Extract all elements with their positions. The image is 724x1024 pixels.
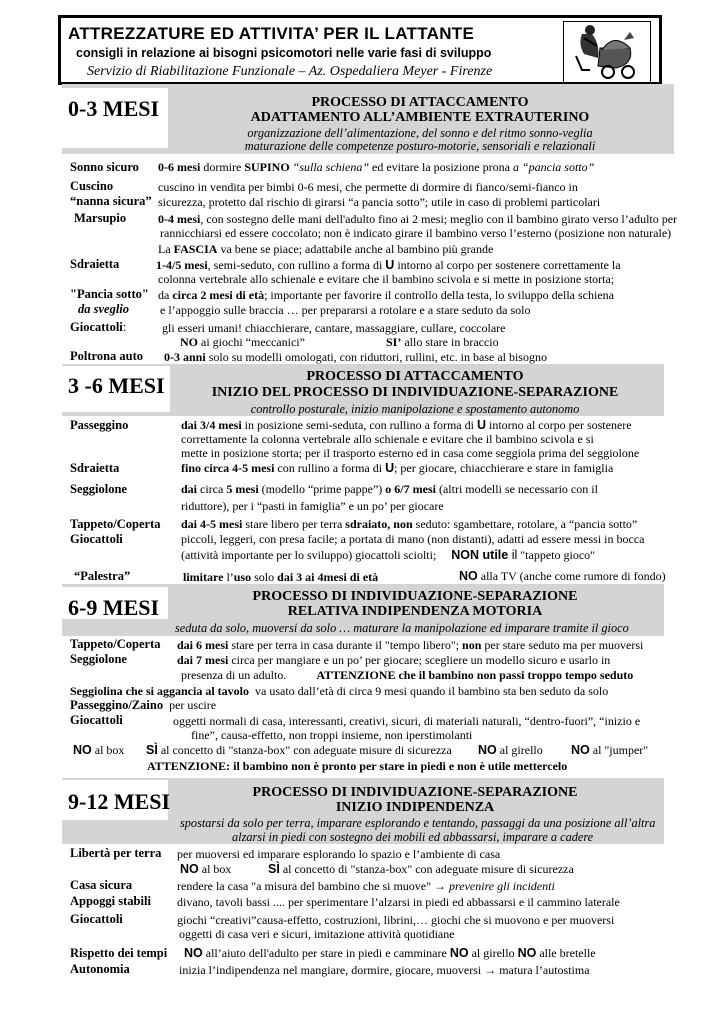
item-text: dai 3/4 mesi in posizione semi-seduta, con rullino a forma di U intorno al corpo per sostenere xyxy=(181,418,632,432)
item-label: Cuscino xyxy=(70,179,114,193)
item-text: SÌ al concetto di "stanza-box" con adeguate misure di sicurezza xyxy=(268,862,574,876)
item-text: riduttore), per i “pasti in famiglia” e un po’ per giocare xyxy=(181,499,444,513)
item-text: oggetti di casa veri e sicuri, imitazione attività quotidiane xyxy=(179,927,455,941)
item-text: gli esseri umani! chiacchierare, cantare, massaggiare, cullare, coccolare xyxy=(162,321,506,335)
item-label: Casa sicura xyxy=(70,878,133,892)
arrow-icon: → xyxy=(434,879,447,893)
item-text: Passeggino/Zaino per uscire xyxy=(70,698,217,712)
item-text: Seggiolina che si aggancia al tavolo va usato dall’età di circa 9 mesi quando il bambino sta ben seduto da solo xyxy=(70,684,609,698)
item-label: Appoggi stabili xyxy=(70,894,151,908)
age-heading-3-6: 3 -6 MESI xyxy=(68,373,165,398)
item-label: Seggiolone xyxy=(70,482,127,496)
item-text: NO al box xyxy=(73,743,125,757)
process-title: PROCESSO DI INDIVIDUAZIONE-SEPARAZIONE xyxy=(252,785,578,800)
service-name: Servizio di Riabilitazione Funzionale – Az. Ospedaliera Meyer - Firenze xyxy=(87,64,493,79)
item-text: NO alla TV (anche come rumore di fondo) xyxy=(459,569,666,583)
item-label: Tappeto/Coperta xyxy=(70,637,161,651)
item-label: Sdraietta xyxy=(70,461,120,475)
item-text: SI’ allo stare in braccio xyxy=(386,335,499,349)
item-text: 0-6 mesi dormire SUPINO “sulla schiena” ed evitare la posizione prona a “pancia sotto” xyxy=(158,160,595,174)
item-text: correttamente la colonna vertebrale allo schienale e evitare che il bambino scivola e si xyxy=(181,432,594,446)
item-text: giochi “creativi”causa-effetto, costruzioni, librini,… giochi che si muovono e per muoversi xyxy=(177,913,615,927)
process-description: spostarsi da solo per terra, imparare esplorando e tentando, passaggi da una posizione all’altra xyxy=(180,816,656,830)
item-label: Autonomia xyxy=(70,962,130,976)
age-heading-6-9: 6-9 MESI xyxy=(68,595,160,620)
item-text: 1-4/5 mesi, semi-seduto, con rullino a forma di U intorno al corpo per sostenere correttamente la xyxy=(156,258,621,272)
document-subtitle: consigli in relazione ai bisogni psicomotori nelle varie fasi di sviluppo xyxy=(76,46,492,60)
process-title: ADATTAMENTO ALL’AMBIENTE EXTRAUTERINO xyxy=(250,110,590,125)
item-text: dai 6 mesi stare per terra in casa durante il "tempo libero"; non per stare seduto ma per muoversi xyxy=(177,638,644,652)
item-text: dai circa 5 mesi (modello “prime pappe”) o 6/7 mesi (altri modelli se necessario con il xyxy=(181,482,598,496)
item-text: presenza di un adulto. ATTENZIONE che il bambino non passi troppo tempo seduto xyxy=(181,668,634,682)
item-text: (attività importante per lo sviluppo) giocattoli sciolti; NON utile il "tappeto gioco" xyxy=(181,548,596,562)
item-text: fine”, causa-effetto, non troppi insieme, non iperstimolanti xyxy=(191,728,473,742)
arrow-icon: → xyxy=(484,963,497,977)
item-text: rendere la casa "a misura del bambino che si muove" → prevenire gli incidenti xyxy=(177,879,555,893)
age-heading-0-3: 0-3 MESI xyxy=(68,96,160,121)
item-text: fino circa 4-5 mesi con rullino a forma di U; per giocare, chiacchierare e stare in famiglia xyxy=(181,461,614,475)
item-label: Seggiolone xyxy=(70,652,127,666)
process-title: PROCESSO DI INDIVIDUAZIONE-SEPARAZIONE xyxy=(252,589,578,604)
process-title: PROCESSO DI ATTACCAMENTO xyxy=(311,95,529,110)
process-description: alzarsi in piedi con sostegno dei mobili ed abbassarsi, imparare a cadere xyxy=(232,830,594,844)
baby-carriage-icon xyxy=(564,22,650,82)
item-label: Poltrona auto xyxy=(70,349,144,363)
item-text: ATTENZIONE: il bambino non è pronto per stare in piedi e non è utile mettercelo xyxy=(147,759,568,773)
item-label: Giocattoli: xyxy=(70,320,127,334)
item-label: Sonno sicuro xyxy=(70,160,139,174)
item-label: “nanna sicura” xyxy=(70,194,152,208)
item-text: piccoli, leggeri, con presa facile; a portata di mano (non distanti), adatti ad essere messi in bocca xyxy=(181,532,645,546)
item-text: mette in posizione storta; per il trasporto esterno ed in casa come seggiola prima del seggiolone xyxy=(181,446,640,460)
item-text: NO all’aiuto dell'adulto per stare in piedi e camminare NO al girello NO alle bretelle xyxy=(184,946,596,960)
item-text: NO al box xyxy=(180,862,232,876)
item-text: dai 7 mesi circa per mangiare e un po’ per giocare; scegliere un modello sicuro e usarlo in xyxy=(177,653,611,667)
item-text: oggetti normali di casa, interessanti, creativi, sicuri, di materiali naturali, “dentro-fuori”, “inizio e xyxy=(173,714,641,728)
item-text: NO al "jumper" xyxy=(571,743,649,757)
item-label: "Pancia sotto" xyxy=(70,287,149,301)
item-text: per muoversi ed imparare esplorando lo spazio e l’ambiente di casa xyxy=(177,847,501,861)
item-label: Libertà per terra xyxy=(70,846,162,860)
item-text: SÌ al concetto di "stanza-box" con adeguate misure di sicurezza xyxy=(146,743,452,757)
process-title: RELATIVA INDIPENDENZA MOTORIA xyxy=(287,604,543,619)
item-text: NO ai giochi “meccanici” xyxy=(180,335,305,349)
process-title: PROCESSO DI ATTACCAMENTO xyxy=(306,369,524,384)
item-text: divano, tavoli bassi .... per sperimentare l’alzarsi in piedi ed abbassarsi e il cammino laterale xyxy=(177,895,620,909)
item-text: cuscino in vendita per bimbi 0-6 mesi, che permette di dormire di fianco/semi-fianco in xyxy=(158,180,578,194)
item-text: rannicchiarsi ed essere coccolato; non è indicato girare il bambino verso l’esterno (posizione non naturale) xyxy=(160,226,672,240)
baby-carriage-illustration xyxy=(563,21,651,83)
item-label: Tappeto/Coperta xyxy=(70,517,161,531)
item-text: 0-4 mesi, con sostegno delle mani dell'adulto fino ai 2 mesi; meglio con il bambino girato verso l’adulto per xyxy=(158,212,678,226)
process-description: seduta da solo, muoversi da solo … maturare la manipolazione ed imparare tramite il gioco xyxy=(175,621,629,635)
item-label: Giocattoli xyxy=(70,912,123,926)
item-label: Sdraietta xyxy=(70,257,120,271)
item-text: da circa 2 mesi di età; importante per favorire il controllo della testa, lo sviluppo della schiena xyxy=(158,288,614,302)
item-text: 0-3 anni solo su modelli omologati, con riduttori, rullini, etc. in base al bisogno xyxy=(164,350,547,364)
item-label: Rispetto dei tempi xyxy=(70,946,168,960)
process-description: maturazione delle competenze posturo-motorie, sensoriali e relazionali xyxy=(244,139,596,153)
item-label: Passeggino xyxy=(70,418,129,432)
process-description: controllo posturale, inizio manipolazione e spostamento autonomo xyxy=(250,402,580,416)
item-label: Giocattoli xyxy=(70,713,123,727)
item-label: Giocattoli xyxy=(70,532,123,546)
item-text: limitare l’uso solo dai 3 ai 4mesi di età xyxy=(183,570,379,584)
item-text: inizia l’indipendenza nel mangiare, dormire, giocare, muoversi → matura l’autostima xyxy=(179,963,590,977)
process-title: INIZIO DEL PROCESSO DI INDIVIDUAZIONE-SEPARAZIONE xyxy=(211,385,619,400)
item-text: colonna vertebrale allo schienale e evitare che il bambino scivola e si mette in posizione storta; xyxy=(158,272,615,286)
item-label: “Palestra” xyxy=(74,569,131,583)
item-label: Marsupio xyxy=(74,211,127,225)
item-text: dai 4-5 mesi stare libero per terra sdraiato, non seduto: sgambettare, rotolare, a “pancia sotto” xyxy=(181,517,638,531)
process-title: INIZIO INDIPENDENZA xyxy=(335,800,495,815)
item-text: sicurezza, protetto dal rischio di girarsi “a pancia sotto”; utile in caso di problemi particolari xyxy=(158,195,601,209)
document-title: ATTREZZATURE ED ATTIVITA’ PER IL LATTANTE xyxy=(68,24,475,43)
item-text: NO al girello xyxy=(478,743,543,757)
age-heading-9-12: 9-12 MESI xyxy=(68,789,171,814)
process-description: organizzazione dell’alimentazione, del sonno e del ritmo sonno-veglia xyxy=(247,126,593,140)
item-text: La FASCIA va bene se piace; adattabile anche al bambino più grande xyxy=(158,242,494,256)
item-text: e l’appoggio sulle braccia … per prepararsi a rotolare e a stare seduto da solo xyxy=(160,303,531,317)
item-label: da sveglio xyxy=(78,302,130,316)
